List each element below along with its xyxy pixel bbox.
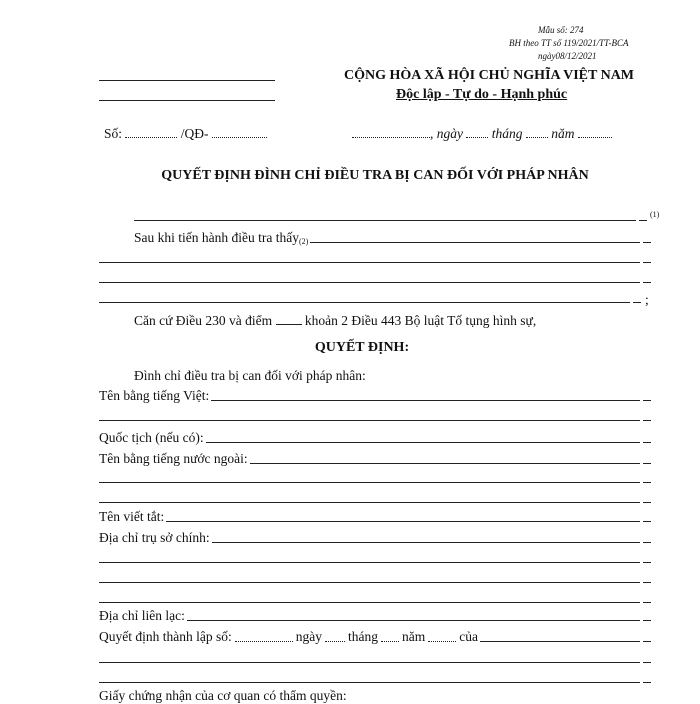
year-field[interactable] [578, 127, 612, 138]
investigation-label: Sau khi tiến hành điều tra thấy [134, 230, 299, 245]
name-foreign-label: Tên bằng tiếng nước ngoài: [99, 451, 248, 466]
establishment-thang-label: tháng [347, 629, 378, 644]
document-title: QUYẾT ĐỊNH ĐÌNH CHỈ ĐIỀU TRA BỊ CAN ĐỐI VỚI PHÁP NHÂN [161, 168, 589, 183]
establishment-ngay-label: ngày [295, 629, 322, 644]
national-motto: Độc lập - Tự do - Hạnh phúc [396, 87, 568, 102]
so-label: Số: [104, 126, 123, 141]
agency-line-1[interactable] [99, 80, 275, 81]
establishment-nam-label: năm [401, 629, 426, 644]
establishment-row [99, 629, 651, 645]
point-field[interactable] [276, 314, 302, 325]
so-field[interactable] [125, 127, 177, 138]
day-field[interactable] [466, 127, 488, 138]
head-office-label: Địa chỉ trụ sở chính: [99, 530, 210, 545]
nationality-row[interactable] [99, 430, 651, 446]
date-line [352, 126, 612, 142]
semicolon: ; [645, 292, 649, 307]
name-vn-row[interactable] [99, 388, 651, 404]
form-circular: BH theo TT số 119/2021/TT-BCA [509, 38, 629, 48]
legal-basis-part2: khoản 2 Điều 443 Bộ luật Tố tụng hình sự, [304, 313, 537, 328]
name-vn-label: Tên bằng tiếng Việt: [99, 388, 210, 403]
place-field[interactable] [352, 127, 430, 138]
thang-label: tháng [491, 126, 523, 141]
qd-label: /QĐ- [180, 126, 209, 141]
contact-address-label: Địa chỉ liên lạc: [99, 608, 185, 623]
contact-address-row[interactable] [99, 608, 651, 624]
establishment-number-field[interactable] [235, 641, 293, 642]
agency-line-2[interactable] [99, 100, 275, 101]
note-2: (2) [298, 237, 309, 246]
country-name: CỘNG HÒA XÃ HỘI CHỦ NGHĨA VIỆT NAM [344, 68, 635, 83]
number-line [104, 126, 267, 142]
form-number: Mẫu số: 274 [538, 25, 584, 35]
nam-label: năm [551, 126, 575, 141]
decision-intro: Đình chỉ điều tra bị can đối với pháp nhân: [134, 368, 366, 383]
establishment-year-field[interactable] [428, 641, 456, 642]
form-date: ngày08/12/2021 [538, 51, 597, 61]
establishment-issuer-field[interactable] [480, 641, 640, 642]
legal-basis [134, 313, 536, 329]
qd-field[interactable] [212, 127, 267, 138]
establishment-month-field[interactable] [381, 641, 399, 642]
short-name-label: Tên viết tắt: [99, 509, 165, 524]
note-1: (1) [650, 210, 660, 219]
establishment-label: Quyết định thành lập số: [99, 629, 232, 644]
legal-basis-part1: Căn cứ Điều 230 và điểm [134, 313, 273, 328]
name-foreign-row[interactable] [99, 451, 651, 467]
investigation-row[interactable] [134, 230, 651, 246]
certificate-label: Giấy chứng nhận của cơ quan có thẩm quyền: [99, 688, 347, 703]
decision-heading: QUYẾT ĐỊNH: [314, 340, 410, 355]
short-name-row[interactable] [99, 509, 651, 525]
month-field[interactable] [526, 127, 548, 138]
head-office-row[interactable] [99, 530, 651, 546]
establishment-day-field[interactable] [325, 641, 345, 642]
establishment-cua-label: của [459, 629, 478, 644]
ngay-label: , ngày [430, 126, 463, 141]
nationality-label: Quốc tịch (nếu có): [99, 430, 204, 445]
